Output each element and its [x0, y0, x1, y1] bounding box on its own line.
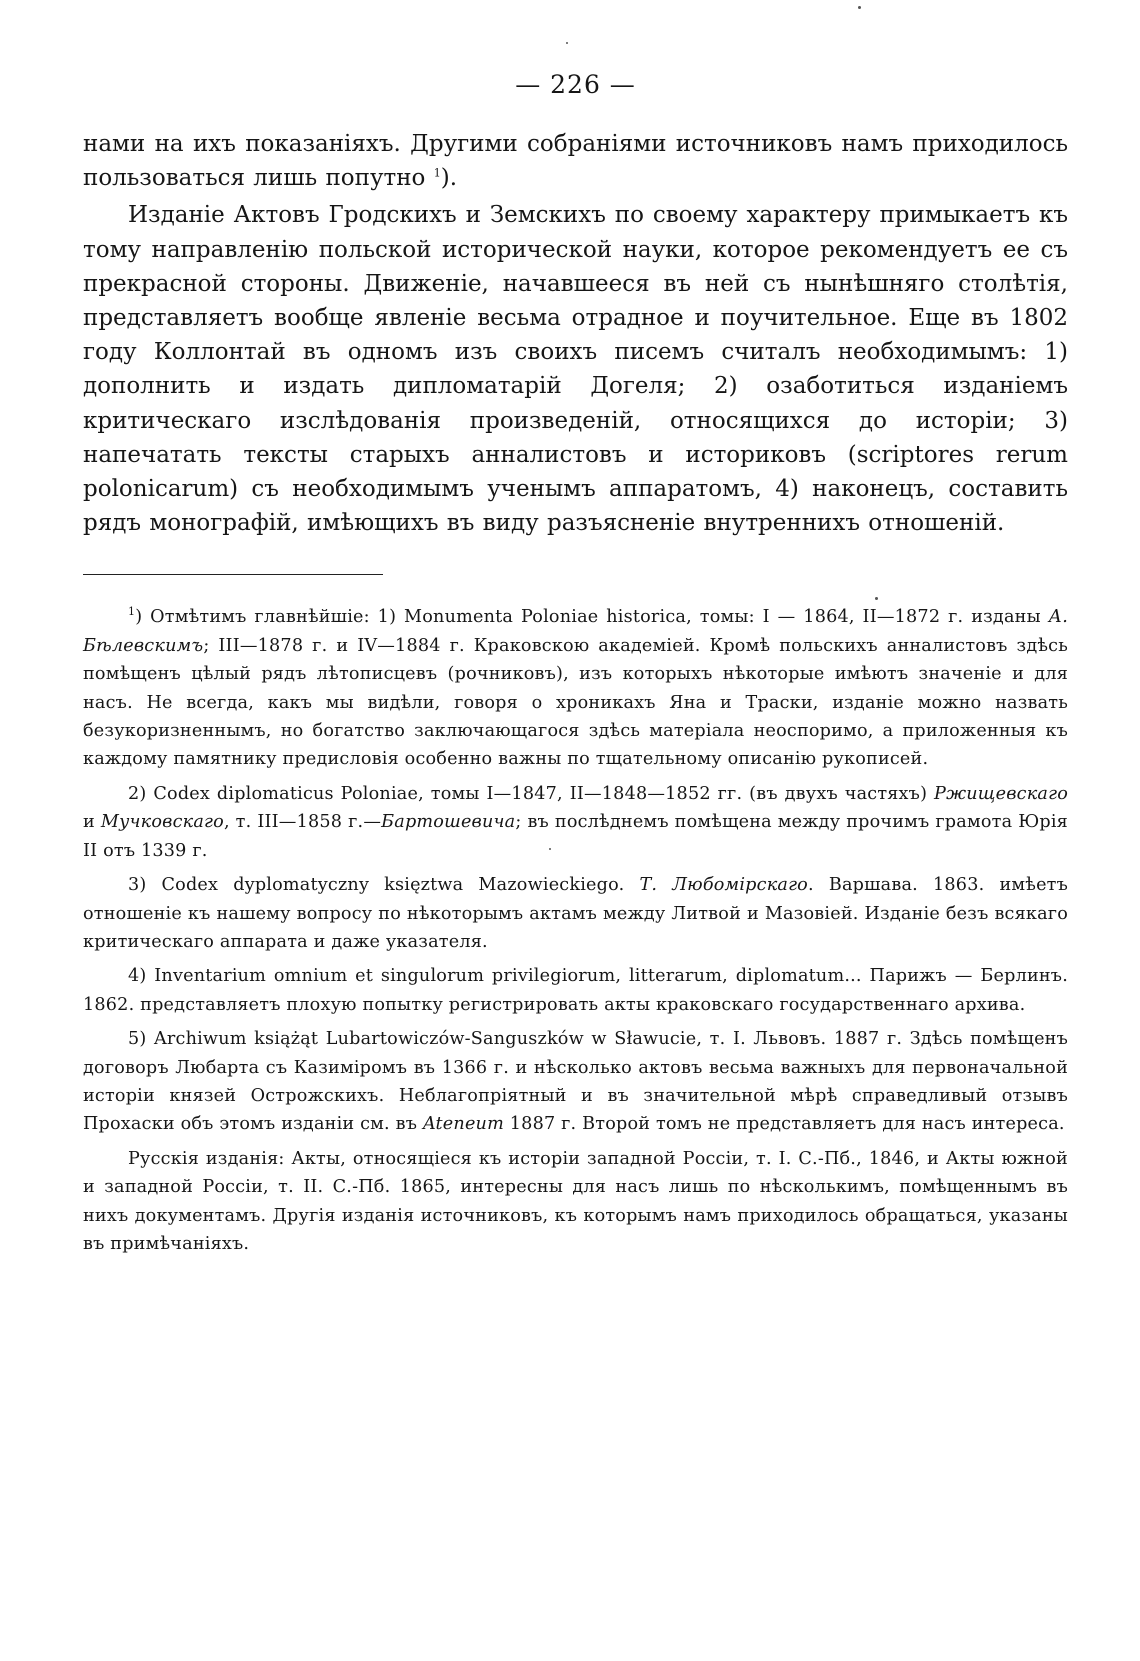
- footnote-4: 4) Inventarium omnium et singulorum privilegiorum, litterarum, diplomatum... Парижъ — Берлинъ. 1862. представляетъ плохую попытку регистрировать акты краковскаго государственнаго архива.: [83, 966, 1068, 1015]
- footnote-2-text-c: , т. III—1858 г.—: [223, 812, 382, 833]
- page-number: — 226 —: [515, 70, 636, 99]
- footnotes: [83, 603, 1068, 1258]
- footnote-5-journal: Ateneum: [422, 1114, 504, 1135]
- footnote-1: [83, 603, 1068, 773]
- footnote-2-editor-3: Бартошевича: [381, 812, 516, 833]
- main-paragraph-1: [83, 127, 1068, 195]
- book-page: [83, 70, 1068, 1264]
- paragraph-text: нами на ихъ показаніяхъ. Другими собраніями источниковъ намъ приходилось пользоваться лишь попутно: [83, 131, 1068, 192]
- footnote-2-editor-1: Ржищевскаго: [934, 783, 1068, 804]
- footnote-1-text-a: ) Отмѣтимъ главнѣйшіе: 1) Monumenta Poloniae historica, томы: I — 1864, II—1872 г. изданы: [135, 607, 1049, 628]
- footnote-5-text-a: 5) Archiwum książąt Lubartowiczów-Sanguszków w Sławucie, т. I. Львовъ. 1887 г. Здѣсь помѣщенъ договоръ Любарта съ Казиміромъ въ 1366 г. и нѣсколько актовъ весьма важныхъ для первоначальной исторіи князей Острожскихъ. Неблагопріятный и въ значительной мѣрѣ справедливый отзывъ Прохаски объ этомъ изданіи см. въ: [83, 1029, 1068, 1135]
- footnote-2-text-d: ; въ послѣднемъ помѣщена между прочимъ грамота Юрія II отъ 1339 г.: [83, 812, 1068, 861]
- footnote-3: [83, 871, 1068, 956]
- print-speck: [566, 42, 568, 44]
- footnote-1-editor: А. Бѣлевскимъ: [83, 607, 1068, 656]
- footnote-2-text-a: 2) Codex diplomaticus Poloniae, томы I—1847, II—1848—1852 гг. (въ двухъ частяхъ): [128, 783, 935, 804]
- footnote-5-text-b: 1887 г. Второй томъ не представляетъ для насъ интереса.: [503, 1114, 1065, 1135]
- footnote-3-text-b: . Варшава. 1863. имѣетъ отношеніе къ нашему вопросу по нѣкоторымъ актамъ между Литвой и Мазовіей. Изданіе безъ всякаго критическаго аппарата и даже указателя.: [83, 875, 1069, 952]
- print-speck: [858, 6, 861, 9]
- footnote-ref-1: 1: [433, 166, 441, 180]
- footnote-6: Русскія изданія: Акты, относящіеся къ исторіи западной Россіи, т. I. С.-Пб., 1846, и Акты южной и западной Россіи, т. II. С.-Пб. 1865, интересны для насъ лишь по нѣсколькимъ, помѣщеннымъ въ нихъ документамъ. Другія изданія источниковъ, къ которымъ намъ приходилось обращаться, указаны въ примѣчаніяхъ.: [83, 1148, 1068, 1254]
- footnote-2-text-b: и: [83, 812, 101, 833]
- footnote-marker-1: 1: [128, 605, 136, 619]
- footnote-3-editor: Т. Любомірскаго: [639, 875, 808, 896]
- main-paragraph-2: Изданіе Актовъ Гродскихъ и Земскихъ по своему характеру примыкаетъ къ тому направленію польской исторической науки, которое рекомендуетъ ее съ прекрасной стороны. Движеніе, начавшееся въ ней съ нынѣшняго столѣтія, представляетъ вообще явленіе весьма отрадное и поучительное. Еще въ 1802 году Коллонтай въ одномъ изъ своихъ писемъ считалъ необходимымъ: 1) дополнить и издать дипломатарій Догеля; 2) озаботиться изданіемъ критическаго изслѣдованія произведеній, относящихся до исторіи; 3) напечатать тексты старыхъ анналистовъ и историковъ (scriptores rerum polonicarum) съ необходимымъ ученымъ аппаратомъ, 4) наконецъ, составить рядъ монографій, имѣющихъ въ виду разъясненіе внутреннихъ отношеній.: [83, 202, 1068, 537]
- footnote-1-text-b: ; III—1878 г. и IV—1884 г. Краковскою академіей. Кромѣ польскихъ анналистовъ здѣсь помѣщенъ цѣлый рядъ лѣтописцевъ (рочниковъ), изъ которыхъ нѣкоторые имѣютъ значеніе и для насъ. Не всегда, какъ мы видѣли, говоря о хроникахъ Яна и Траски, изданіе можно назвать безукоризненнымъ, но богатство заключающагося здѣсь матеріала неоспоримо, а приложенныя къ каждому памятнику предисловія особенно важны по тщательному описанію рукописей.: [83, 635, 1068, 770]
- footnote-2: [83, 780, 1068, 865]
- main-text: [83, 127, 1068, 540]
- footnote-3-text-a: 3) Codex dyplomatyczny księztwa Mazowieckiego.: [128, 875, 640, 896]
- footnote-2-editor-2: Мучковскаго: [100, 812, 224, 833]
- footnote-5: [83, 1025, 1068, 1139]
- paragraph-text-end: ).: [440, 165, 458, 192]
- footnote-divider: [83, 574, 383, 575]
